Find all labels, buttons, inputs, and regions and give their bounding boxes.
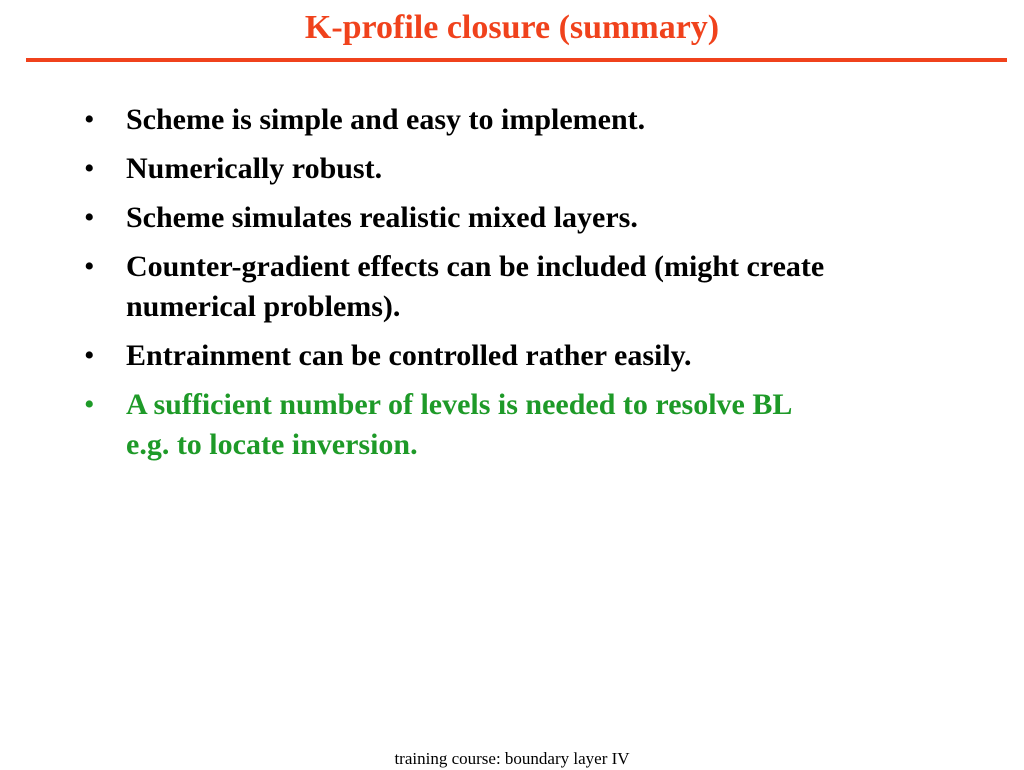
bullet-icon: •	[84, 103, 95, 136]
bullet-text	[126, 100, 944, 140]
bullet-line: numerical problems).	[126, 290, 401, 323]
bullet-text	[126, 198, 944, 238]
bullet-item	[84, 247, 944, 327]
bullet-icon: •	[84, 339, 95, 372]
bullet-line: e.g. to locate inversion.	[126, 428, 418, 461]
bullet-item	[84, 100, 944, 140]
bullet-text	[126, 247, 944, 327]
bullet-line: Entrainment can be controlled rather easily.	[126, 339, 692, 372]
bullet-text	[126, 385, 944, 465]
bullet-line: Scheme is simple and easy to implement.	[126, 103, 646, 136]
bullet-item	[84, 149, 944, 189]
bullet-text	[126, 336, 944, 376]
title-underline	[26, 58, 1007, 62]
bullet-item	[84, 336, 944, 376]
bullet-line: A sufficient number of levels is needed to resolve BL	[126, 388, 793, 421]
bullet-line: Numerically robust.	[126, 152, 383, 185]
slide-footer: training course: boundary layer IV	[394, 749, 630, 768]
bullet-icon: •	[84, 152, 95, 185]
bullet-list	[84, 100, 944, 474]
bullet-line: Scheme simulates realistic mixed layers.	[126, 201, 638, 234]
bullet-item	[84, 198, 944, 238]
bullet-icon: •	[84, 201, 95, 234]
bullet-item-highlighted	[84, 385, 944, 465]
slide-title: K-profile closure (summary)	[304, 9, 720, 46]
bullet-text	[126, 149, 944, 189]
bullet-icon: •	[84, 388, 95, 421]
bullet-line: Counter-gradient effects can be included (might create	[126, 250, 825, 283]
bullet-icon: •	[84, 250, 95, 283]
